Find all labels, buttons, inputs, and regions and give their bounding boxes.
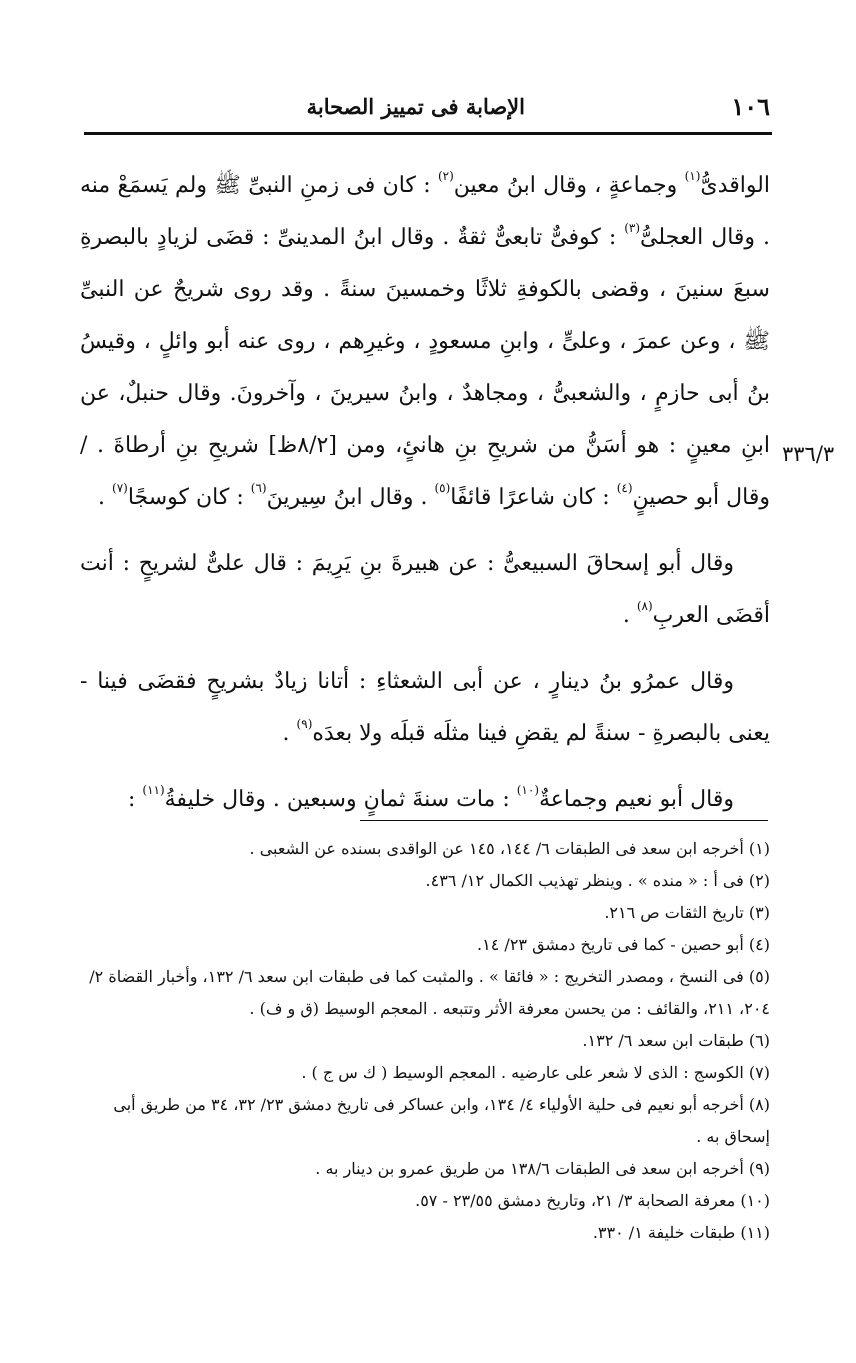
footnote-marker: (٤) <box>616 481 633 495</box>
text-run: . <box>282 721 297 746</box>
text-run: : كوفىٌّ تابعىٌّ ثقةٌ . وقال ابنُ المدينىِّ : قضَى لزيادٍ بالبصرةِ سبعَ سنينَ ، وقضى بالكوفةِ ثلاثًا وخمسينَ سنةً . وقد روى شريحٌ عن النبىِّ ﷺ ، وعن عمرَ ، وعلىٍّ ، وابنِ مسعودٍ ، وغيرِهم ، روى عنه أبو وائلٍ ، وقيسُ بنُ أبى حازمٍ ، والشعبىُّ ، ومجاهدٌ ، وابنُ سيرينَ ، وآخرونَ. وقال حنبلٌ، عن ابنِ معينٍ : هو أسَنُّ من شريحِ بنِ هانئٍ، ومن [٨/٢ظ] شريحِ بنِ أرطاةَ . / وقال أبو حصينٍ <box>80 225 770 510</box>
text-run: : كان كوسجًا <box>127 485 251 510</box>
paragraph-2 <box>80 538 770 642</box>
page-header <box>80 88 770 128</box>
text-run: : <box>127 787 143 812</box>
footnote-9: (٩) أخرجه ابن سعد فى الطبقات ١٣٨/٦ من طريق عمرو بن دينار به . <box>315 1159 770 1178</box>
footnote-2: (٢) فى أ : « منده » . وينظر تهذيب الكمال ١٢/ ٤٣٦. <box>425 871 770 890</box>
footnote-marker: (١) <box>684 169 701 183</box>
footnote-3: (٣) تاريخ الثقات ص ٢١٦. <box>604 903 770 922</box>
paragraph-3 <box>80 656 770 760</box>
footnotes <box>80 833 770 1249</box>
paragraph-4 <box>80 774 770 826</box>
footnote-rule <box>360 820 768 821</box>
footnote-marker: (١١) <box>142 783 165 797</box>
footnote-marker: (٦) <box>250 481 267 495</box>
paragraph-1 <box>80 160 770 524</box>
text-run: وقال أبو نعيم وجماعةٌ <box>539 787 734 812</box>
main-text <box>80 160 770 840</box>
text-run: . <box>98 485 113 510</box>
footnote-5: (٥) فى النسخ ، ومصدر التخريج : « فائقا » . والمثبت كما فى طبقات ابن سعد ٦/ ١٣٢، وأخبار القضاة ٢/ ٢٠٤، ٢١١، والقائف : من يحسن معرفة الأثر وتتبعه . المعجم الوسيط (ق و ف) . <box>89 967 770 1018</box>
running-title: الإصابة فى تمييز الصحابة <box>306 94 525 119</box>
footnote-marker: (٨) <box>636 599 653 613</box>
margin-reference: ٣٣٦/٣ <box>782 442 835 466</box>
footnote-marker: (٧) <box>112 481 128 495</box>
footnote-4: (٤) أبو حصين - كما فى تاريخ دمشق ٢٣/ ١٤. <box>477 935 770 954</box>
footnote-marker: (٣) <box>624 221 641 235</box>
text-run: : مات سنةَ ثمانٍ وسبعين . وقال خليفةُ <box>164 787 517 812</box>
footnote-marker: (٥) <box>434 481 451 495</box>
header-rule <box>84 132 772 135</box>
page-number: ١٠٦ <box>731 92 770 121</box>
footnote-marker: (١٠) <box>516 783 539 797</box>
text-run: : كان فى زمنِ النبىِّ ﷺ ولم يَسمَعْ منه . وقال العجلىُّ <box>80 173 770 250</box>
footnote-11: (١١) طبقات خليفة ١/ ٣٣٠. <box>592 1223 770 1242</box>
footnote-10: (١٠) معرفة الصحابة ٣/ ٢١، وتاريخ دمشق ٢٣/٥٥ - ٥٧. <box>415 1191 770 1210</box>
text-run: وقال أبو إسحاقَ السبيعىُّ : عن هبيرةَ بنِ يَرِيمَ : قال علىٌّ لشريحٍ : أنت أقضَى العربِ <box>80 551 770 628</box>
footnote-8: (٨) أخرجه أبو نعيم فى حلية الأولياء ٤/ ١٣٤، وابن عساكر فى تاريخ دمشق ٢٣/ ٣٢، ٣٤ من طريق أبى إسحاق به . <box>113 1095 770 1146</box>
text-run: وقال عمرُو بنُ دينارٍ ، عن أبى الشعثاءِ : أتانا زيادٌ بشريحٍ فقضَى فينا - يعنى بالبصرةِ - سنةً لم يقضِ فينا مثلَه قبلَه ولا بعدَه <box>80 669 770 746</box>
text-run: : كان شاعرًا قائفًا <box>450 485 617 510</box>
footnote-marker: (٩) <box>296 717 313 731</box>
text-run: . وقال ابنُ سِيرينَ <box>266 485 435 510</box>
text-run: . <box>622 603 637 628</box>
footnote-marker: (٢) <box>437 169 454 183</box>
footnote-6: (٦) طبقات ابن سعد ٦/ ١٣٢. <box>582 1031 770 1050</box>
text-run: الواقدىُّ <box>700 173 770 198</box>
footnote-1: (١) أخرجه ابن سعد فى الطبقات ٦/ ١٤٤، ١٤٥ عن الواقدى بسنده عن الشعبى . <box>249 839 770 858</box>
text-run: وجماعةٍ ، وقال ابنُ معين <box>453 173 685 198</box>
footnote-7: (٧) الكوسج : الذى لا شعر على عارضيه . المعجم الوسيط ( ك س ج ) . <box>301 1063 770 1082</box>
